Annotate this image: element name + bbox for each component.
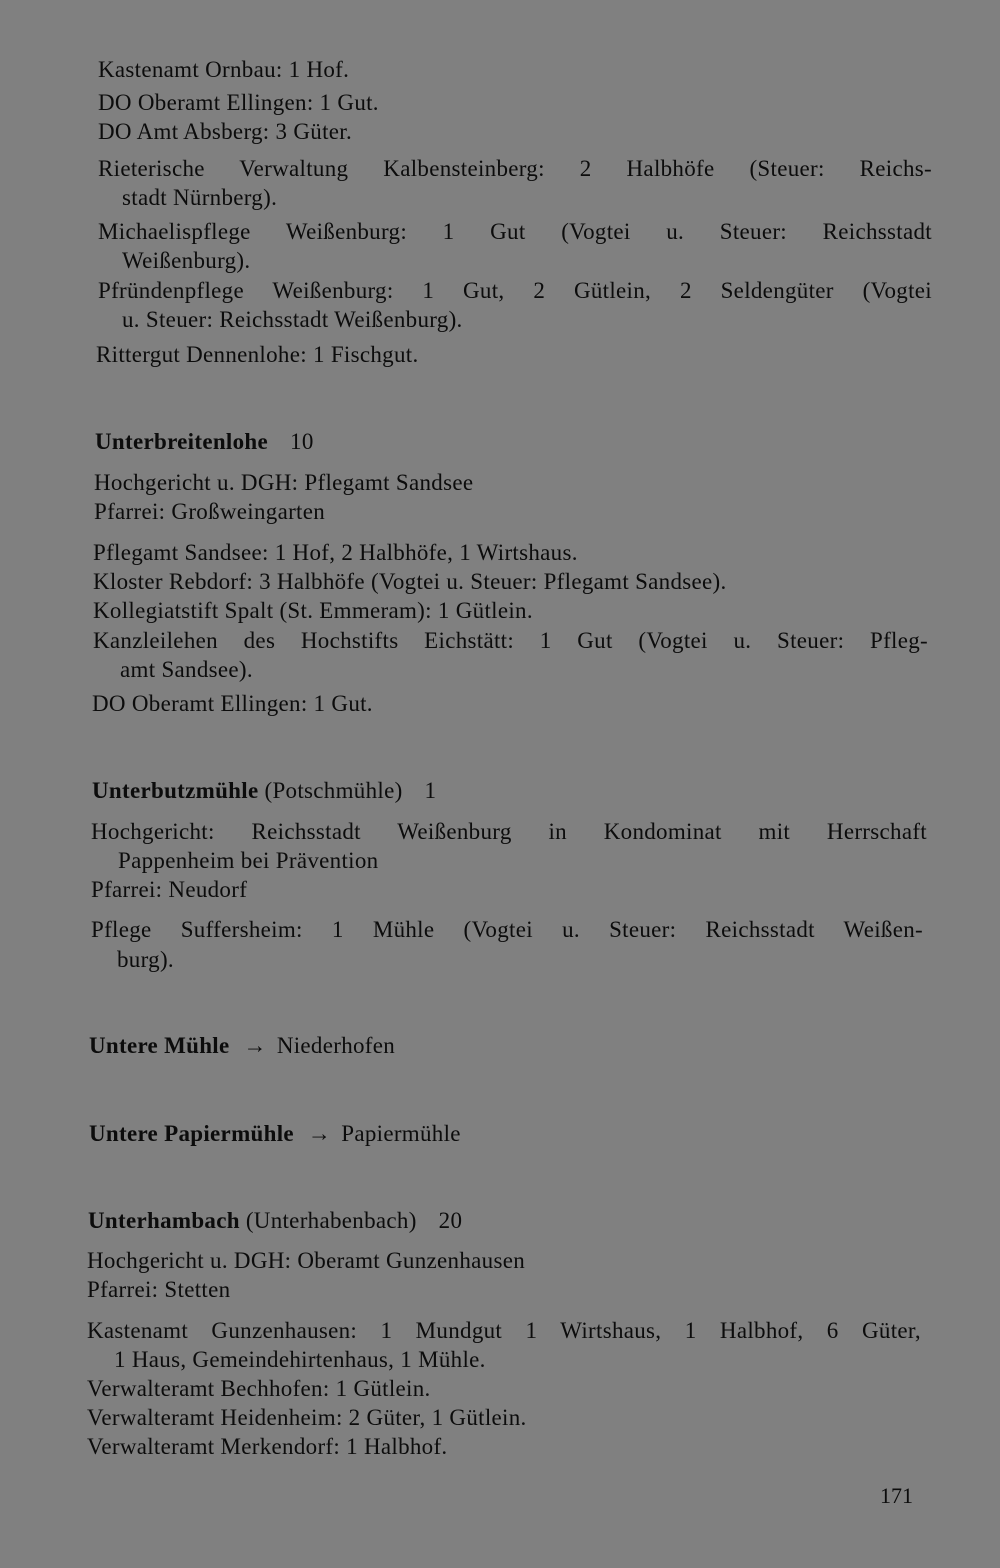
entry-line: burg). — [117, 947, 174, 972]
entry-line: Kastenamt Ornbau: 1 Hof. — [98, 57, 350, 82]
household-count: 20 — [438, 1208, 463, 1233]
household-count: 1 — [424, 778, 437, 803]
entry-line: Hochgericht u. DGH: Pflegamt Sandsee — [94, 470, 474, 495]
arrow-right-icon: → — [307, 1121, 332, 1146]
entry-line: Pappenheim bei Prävention — [118, 848, 379, 873]
entry-line: Pflegamt Sandsee: 1 Hof, 2 Halbhöfe, 1 Wirtshaus. — [93, 540, 578, 565]
entry-line: Hochgericht: Reichsstadt Weißenburg in Kondominat mit Herrschaft — [91, 819, 927, 844]
page-number: 171 — [880, 1483, 913, 1508]
entry-line: Kollegiatstift Spalt (St. Emmeram): 1 Gütlein. — [93, 598, 533, 623]
entry-line: Kloster Rebdorf: 3 Halbhöfe (Vogtei u. Steuer: Pflegamt Sandsee). — [93, 569, 727, 594]
entry-line: Rieterische Verwaltung Kalbensteinberg: 2 Halbhöfe (Steuer: Reichs- — [98, 156, 932, 181]
entry-line: Rittergut Dennenlohe: 1 Fischgut. — [96, 342, 419, 367]
entry-line: stadt Nürnberg). — [122, 185, 278, 210]
entry-line: Hochgericht u. DGH: Oberamt Gunzenhausen — [87, 1248, 526, 1273]
entry-line: DO Amt Absberg: 3 Güter. — [98, 119, 353, 144]
entry-line: DO Oberamt Ellingen: 1 Gut. — [98, 90, 379, 115]
entry-line: Pfarrei: Großweingarten — [94, 499, 326, 524]
entry-line: Michaelispflege Weißenburg: 1 Gut (Vogtei u. Steuer: Reichsstadt — [98, 219, 932, 244]
place-name: Untere Papiermühle — [89, 1121, 294, 1146]
place-heading — [92, 777, 436, 805]
arrow-right-icon: → — [243, 1033, 267, 1058]
entry-line: DO Oberamt Ellingen: 1 Gut. — [92, 691, 373, 716]
place-name: Unterbreitenlohe — [95, 429, 269, 454]
entry-line: Pfarrei: Stetten — [87, 1277, 231, 1302]
entry-line: Verwalteramt Heidenheim: 2 Güter, 1 Gütlein. — [87, 1405, 527, 1430]
entry-line: amt Sandsee). — [120, 657, 253, 682]
entry-line: Pfarrei: Neudorf — [91, 877, 248, 902]
entry-line: Verwalteramt Merkendorf: 1 Halbhof. — [87, 1434, 448, 1459]
cross-reference — [89, 1032, 395, 1060]
reference-target: Niederhofen — [276, 1033, 396, 1058]
entry-line: Kanzleilehen des Hochstifts Eichstätt: 1 Gut (Vogtei u. Steuer: Pfleg- — [93, 628, 928, 653]
entry-line: Weißenburg). — [122, 248, 251, 273]
cross-reference — [89, 1120, 461, 1148]
entry-line: u. Steuer: Reichsstadt Weißenburg). — [122, 307, 463, 332]
entry-line: Kastenamt Gunzenhausen: 1 Mundgut 1 Wirtshaus, 1 Halbhof, 6 Güter, — [87, 1318, 921, 1343]
household-count: 10 — [290, 429, 314, 454]
place-name: Untere Mühle — [89, 1033, 230, 1058]
entry-line: Pfründenpflege Weißenburg: 1 Gut, 2 Gütlein, 2 Seldengüter (Vogtei — [98, 278, 932, 303]
place-name: Unterhambach — [88, 1208, 240, 1233]
place-name: Unterbutzmühle — [92, 778, 259, 803]
alt-name: (Potschmühle) — [264, 778, 403, 803]
alt-name: (Unterhabenbach) — [245, 1208, 417, 1233]
entry-line: Pflege Suffersheim: 1 Mühle (Vogtei u. Steuer: Reichsstadt Weißen- — [91, 917, 923, 942]
place-heading — [95, 428, 314, 456]
reference-target: Papiermühle — [341, 1121, 461, 1146]
entry-line: 1 Haus, Gemeindehirtenhaus, 1 Mühle. — [114, 1347, 486, 1372]
place-heading — [88, 1207, 462, 1235]
entry-line: Verwalteramt Bechhofen: 1 Gütlein. — [87, 1376, 431, 1401]
